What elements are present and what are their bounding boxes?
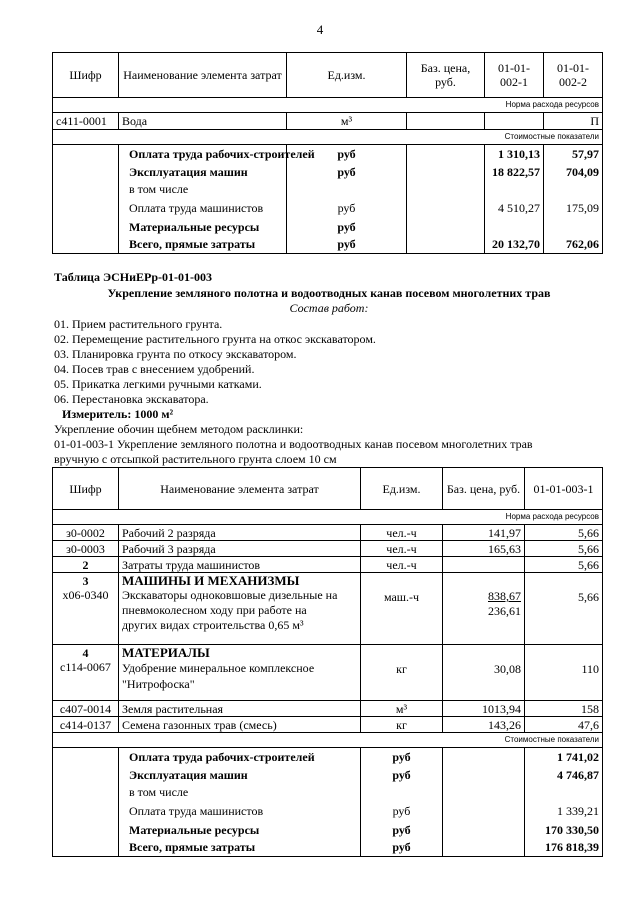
summary-name: Всего, прямые затраты: [119, 236, 287, 254]
table-label: Таблица ЭСНиЕРр-01-01-003: [54, 270, 213, 284]
intro-text: Укрепление обочин щебнем методом расклинки:: [54, 422, 304, 436]
section-number: 3: [82, 574, 89, 588]
summary-value-1: 1 310,13: [485, 145, 544, 163]
table-row: [53, 645, 603, 701]
row-value: 158: [525, 701, 603, 717]
machines-price-cell: [443, 573, 525, 645]
cost-caption-row: [53, 733, 603, 748]
row-name: Рабочий 3 разряда: [119, 541, 361, 557]
table-row: [53, 198, 603, 218]
summary-unit: руб: [361, 839, 443, 857]
list-item: 04. Посев трав с внесением удобрений.: [54, 362, 255, 376]
row-unit: м³: [361, 701, 443, 717]
row-price: 1013,94: [443, 701, 525, 717]
summary-name: в том числе: [119, 181, 287, 198]
list-item: 01. Прием растительного грунта.: [54, 317, 223, 331]
summary-unit: руб: [361, 766, 443, 784]
row-unit: чел.-ч: [361, 557, 443, 573]
summary-value-1: 18 822,57: [485, 163, 544, 181]
summary-value-2: 762,06: [544, 236, 603, 254]
summary-value-2: 57,97: [544, 145, 603, 163]
summary-value-1: 20 132,70: [485, 236, 544, 254]
machines-name-cell: [119, 573, 361, 645]
resource-price: [407, 113, 485, 130]
table-row: [53, 821, 603, 839]
row-name: пневмоколесном ходу при работе на: [122, 603, 307, 617]
norm-caption: Норма расхода ресурсов: [53, 98, 603, 113]
materials-code-cell: [53, 645, 119, 701]
row-price: 143,26: [443, 717, 525, 733]
section-title: МАТЕРИАЛЫ: [122, 645, 210, 660]
header-unit: Ед.изм.: [361, 468, 443, 510]
header-unit: Ед.изм.: [287, 53, 407, 98]
norm-caption: Норма расхода ресурсов: [53, 510, 603, 525]
row-name: "Нитрофоска": [122, 677, 195, 691]
table-row: [53, 573, 603, 645]
row-value: 5,66: [525, 525, 603, 541]
table-row: [53, 717, 603, 733]
description-line-2: вручную с отсыпкой растительного грунта слоем 10 см: [54, 452, 337, 466]
table-row: [53, 525, 603, 541]
summary-unit: руб: [287, 218, 407, 236]
summary-value: 170 330,50: [525, 821, 603, 839]
summary-value-2: 704,09: [544, 163, 603, 181]
summary-name: Эксплуатация машин: [119, 766, 361, 784]
meter: Измеритель: 1000 м²: [62, 407, 174, 421]
table-row: [53, 748, 603, 766]
row-unit: кг: [361, 645, 443, 701]
resource-unit: м³: [287, 113, 407, 130]
summary-name: Материальные ресурсы: [119, 821, 361, 839]
resource-value-2: П: [544, 113, 603, 130]
row-unit: чел.-ч: [361, 525, 443, 541]
norm-caption-row: [53, 98, 603, 113]
works-title: Состав работ:: [289, 301, 369, 315]
table-row: [53, 145, 603, 163]
table-row: [53, 163, 603, 181]
summary-unit: руб: [287, 198, 407, 218]
table-row: [53, 784, 603, 801]
section-number: 4: [82, 646, 89, 660]
table-row: [53, 181, 603, 198]
header-code: Шифр: [53, 53, 119, 98]
list-item: 05. Прикатка легкими ручными катками.: [54, 377, 262, 391]
row-unit: кг: [361, 717, 443, 733]
section-title: МАШИНЫ И МЕХАНИЗМЫ: [122, 573, 300, 588]
header-price: Баз. цена, руб.: [407, 53, 485, 98]
table-row: [53, 801, 603, 821]
table-row: [53, 113, 603, 130]
row-value: 5,66: [525, 541, 603, 557]
row-name: других видах строительства 0,65 м³: [122, 618, 304, 632]
resource-table-01-01-002: [52, 52, 603, 254]
row-value: 5,66: [525, 573, 603, 645]
row-name: Экскаваторы одноковшовые дизельные на: [122, 588, 338, 602]
row-price: 236,61: [488, 604, 521, 618]
row-name: Рабочий 2 разряда: [119, 525, 361, 541]
summary-name: Материальные ресурсы: [119, 218, 287, 236]
resource-name: Вода: [119, 113, 287, 130]
table-row: [53, 541, 603, 557]
summary-name: Оплата труда рабочих-строителей: [119, 145, 287, 163]
resource-code: с411-0001: [53, 113, 119, 130]
table-header-row: [53, 468, 603, 510]
row-code: с114-0067: [60, 660, 111, 674]
row-value: 110: [525, 645, 603, 701]
row-price: 165,63: [443, 541, 525, 557]
summary-name: в том числе: [119, 784, 361, 801]
summary-unit: руб: [287, 163, 407, 181]
summary-unit: руб: [287, 145, 407, 163]
row-price: 141,97: [443, 525, 525, 541]
machines-code-cell: [53, 573, 119, 645]
norm-caption-row: [53, 510, 603, 525]
table-row: [53, 839, 603, 857]
summary-value: 4 746,87: [525, 766, 603, 784]
summary-value: 176 818,39: [525, 839, 603, 857]
row-name: Земля растительная: [119, 701, 361, 717]
works-list: [54, 317, 604, 407]
row-unit: маш.-ч: [361, 573, 443, 645]
table-row: [53, 236, 603, 254]
summary-name: Оплата труда рабочих-строителей: [119, 748, 361, 766]
table-row: [53, 701, 603, 717]
summary-value: 1 339,21: [525, 801, 603, 821]
header-col-1: 01-01-003-1: [525, 468, 603, 510]
summary-value-1: 4 510,27: [485, 198, 544, 218]
row-code: з0-0003: [53, 541, 119, 557]
table-row: [53, 557, 603, 573]
row-code: з0-0002: [53, 525, 119, 541]
row-code: х06-0340: [62, 588, 109, 602]
row-value: 47,6: [525, 717, 603, 733]
header-col-1: 01-01-002-1: [485, 53, 544, 98]
header-name: Наименование элемента затрат: [119, 53, 287, 98]
materials-name-cell: [119, 645, 361, 701]
header-code: Шифр: [53, 468, 119, 510]
header-name: Наименование элемента затрат: [119, 468, 361, 510]
list-item: 02. Перемещение растительного грунта на откос экскаватором.: [54, 332, 376, 346]
list-item: 06. Перестановка экскаватора.: [54, 392, 209, 406]
header-col-2: 01-01-002-2: [544, 53, 603, 98]
cost-caption: Стоимостные показатели: [53, 130, 603, 145]
row-unit: чел.-ч: [361, 541, 443, 557]
summary-value-2: 175,09: [544, 198, 603, 218]
summary-name: Оплата труда машинистов: [119, 801, 361, 821]
summary-unit: руб: [361, 821, 443, 839]
resource-table-01-01-003: [52, 467, 603, 857]
cost-caption: Стоимостные показатели: [53, 733, 603, 748]
row-code: с407-0014: [53, 701, 119, 717]
header-price: Баз. цена, руб.: [443, 468, 525, 510]
row-price: 30,08: [443, 645, 525, 701]
cost-caption-row: [53, 130, 603, 145]
row-name: Семена газонных трав (смесь): [119, 717, 361, 733]
table-header-row: [53, 53, 603, 98]
description-line-1: 01-01-003-1 Укрепление земляного полотна и водоотводных канав посевом многолетних трав: [54, 437, 533, 451]
row-name: Затраты труда машинистов: [119, 557, 361, 573]
summary-unit: руб: [361, 748, 443, 766]
section-number: 2: [53, 557, 119, 573]
summary-name: Оплата труда машинистов: [119, 198, 287, 218]
table-row: [53, 766, 603, 784]
row-value: 5,66: [525, 557, 603, 573]
summary-unit: руб: [287, 236, 407, 254]
row-name: Удобрение минеральное комплексное: [122, 661, 315, 675]
page-number: 4: [316, 22, 324, 37]
summary-name: Эксплуатация машин: [119, 163, 287, 181]
row-code: с414-0137: [53, 717, 119, 733]
table-row: [53, 218, 603, 236]
summary-value: 1 741,02: [525, 748, 603, 766]
row-price: 838,67: [488, 589, 521, 603]
resource-value-1: [485, 113, 544, 130]
table-title: Укрепление земляного полотна и водоотводных канав посевом многолетних трав: [107, 286, 551, 300]
list-item: 03. Планировка грунта по откосу экскаватором.: [54, 347, 297, 361]
summary-unit: руб: [361, 801, 443, 821]
summary-name: Всего, прямые затраты: [119, 839, 361, 857]
